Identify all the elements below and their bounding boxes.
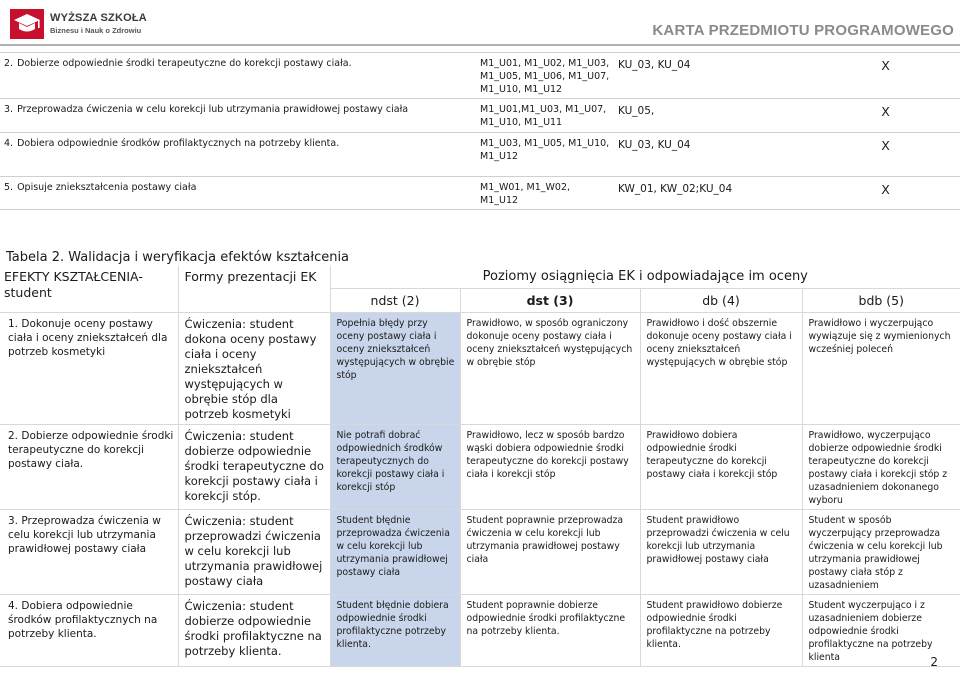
table-row — [0, 133, 960, 177]
effects-matrix-table — [0, 52, 960, 210]
logo-line-1: WYŻSZA SZKOŁA — [50, 12, 147, 24]
effect-number: 5. — [4, 182, 14, 193]
effect-number: 2. — [4, 58, 14, 69]
effect-cell: 1. Dokonuje oceny postawy ciała i oceny zniekształceń dla potrzeb kosmetyki — [0, 312, 178, 424]
level-ndst-header: ndst (2) — [330, 288, 460, 312]
module-codes-cell: M1_W01, M1_W02, M1_U12 — [476, 177, 614, 210]
page-number: 2 — [930, 655, 938, 669]
column-header-forms: Formy prezentacji EK — [178, 266, 330, 312]
ku-codes-cell: KU_03, KU_04 — [614, 53, 810, 99]
mark-cell: X — [810, 53, 960, 99]
db-cell: Student prawidłowo dobierze odpowiednie środki profilaktyczne na potrzeby klienta. — [640, 594, 802, 666]
table-row — [0, 424, 960, 509]
level-db-header: db (4) — [640, 288, 802, 312]
column-header-levels: Poziomy osiągnięcia EK i odpowiadające im oceny — [330, 266, 960, 288]
form-cell: Ćwiczenia: student dobierze odpowiednie środki profilaktyczne na potrzeby klienta. — [178, 594, 330, 666]
table-row — [0, 509, 960, 594]
school-logo — [10, 8, 147, 40]
level-dst-header: dst (3) — [460, 288, 640, 312]
db-cell: Prawidłowo i dość obszernie dokonuje oceny postawy ciała i oceny zniekształceń występujących w obrębie stóp — [640, 312, 802, 424]
form-cell: Ćwiczenia: student przeprowadzi ćwiczenia w celu korekcji lub utrzymania prawidłowej postawy ciała — [178, 509, 330, 594]
header-divider — [0, 44, 960, 46]
mark-cell: X — [810, 99, 960, 133]
ku-codes-cell: KU_05, — [614, 99, 810, 133]
ndst-cell: Student błędnie dobiera odpowiednie środki profilaktyczne potrzeby klienta. — [330, 594, 460, 666]
effect-text-cell — [0, 99, 476, 133]
effect-text: Dobierze odpowiednie środki terapeutyczne do korekcji postawy ciała. — [17, 58, 352, 69]
logo-mark-icon — [10, 9, 44, 39]
db-cell: Prawidłowo dobiera odpowiednie środki terapeutyczne do korekcji postawy ciała i korekcji stóp — [640, 424, 802, 509]
table-row — [0, 177, 960, 210]
dst-cell: Student poprawnie dobierze odpowiednie środki profilaktyczne na potrzeby klienta. — [460, 594, 640, 666]
table-row — [0, 312, 960, 424]
effect-text: Przeprowadza ćwiczenia w celu korekcji lub utrzymania prawidłowej postawy ciała — [17, 104, 409, 115]
form-cell: Ćwiczenia: student dobierze odpowiednie środki terapeutyczne do korekcji postawy ciała i korekcji stóp. — [178, 424, 330, 509]
effect-text-cell — [0, 177, 476, 210]
table-row — [0, 99, 960, 133]
ku-codes-cell: KW_01, KW_02;KU_04 — [614, 177, 810, 210]
ndst-cell: Nie potrafi dobrać odpowiednich środków terapeutycznych do korekcji postawy ciała i korekcji stóp — [330, 424, 460, 509]
table-caption: Tabela 2. Walidacja i weryfikacja efektów kształcenia — [6, 250, 350, 265]
effect-cell: 2. Dobierze odpowiednie środki terapeutyczne do korekcji postawy ciała. — [0, 424, 178, 509]
table-row — [0, 53, 960, 99]
ku-codes-cell: KU_03, KU_04 — [614, 133, 810, 177]
module-codes-cell: M1_U01, M1_U02, M1_U03, M1_U05, M1_U06, M1_U07, M1_U10, M1_U12 — [476, 53, 614, 99]
level-bdb-header: bdb (5) — [802, 288, 960, 312]
mark-cell: X — [810, 133, 960, 177]
effect-text: Opisuje zniekształcenia postawy ciała — [17, 182, 197, 193]
logo-line-2: Biznesu i Nauk o Zdrowiu — [50, 26, 142, 35]
effect-number: 4. — [4, 138, 14, 149]
validation-table — [0, 266, 960, 667]
bdb-cell: Prawidłowo i wyczerpująco wywiązuje się z wymienionych wcześniej poleceń — [802, 312, 960, 424]
table-row — [0, 594, 960, 666]
document-title: KARTA PRZEDMIOTU PROGRAMOWEGO — [652, 22, 954, 39]
effect-text: Dobiera odpowiednie środków profilaktycznych na potrzeby klienta. — [17, 138, 340, 149]
form-cell: Ćwiczenia: student dokona oceny postawy ciała i oceny zniekształceń występujących w obrębie stóp dla potrzeb kosmetyki — [178, 312, 330, 424]
dst-cell: Prawidłowo, lecz w sposób bardzo wąski dobiera odpowiednie środki terapeutyczne do korekcji postawy ciała i korekcji stóp — [460, 424, 640, 509]
ndst-cell: Popełnia błędy przy oceny postawy ciała i oceny zniekształceń występujących w obrębie stóp — [330, 312, 460, 424]
module-codes-cell: M1_U03, M1_U05, M1_U10, M1_U12 — [476, 133, 614, 177]
effect-cell: 3. Przeprowadza ćwiczenia w celu korekcji lub utrzymania prawidłowej postawy ciała — [0, 509, 178, 594]
ndst-cell: Student błędnie przeprowadza ćwiczenia w celu korekcji lub utrzymania prawidłowej postawy ciała — [330, 509, 460, 594]
effect-number: 3. — [4, 104, 14, 115]
column-header-effects: EFEKTY KSZTAŁCENIA-student — [0, 266, 178, 312]
bdb-cell: Prawidłowo, wyczerpująco dobierze odpowiednie środki terapeutyczne do korekcji postawy ciała i korekcji stóp z uzasadnieniem dokonanego wyboru — [802, 424, 960, 509]
effect-text-cell — [0, 133, 476, 177]
module-codes-cell: M1_U01,M1_U03, M1_U07, M1_U10, M1_U11 — [476, 99, 614, 133]
dst-cell: Student poprawnie przeprowadza ćwiczenia w celu korekcji lub utrzymania prawidłowej postawy ciała — [460, 509, 640, 594]
db-cell: Student prawidłowo przeprowadzi ćwiczenia w celu korekcji lub utrzymania prawidłowej postawy ciała — [640, 509, 802, 594]
effect-text-cell — [0, 53, 476, 99]
mark-cell: X — [810, 177, 960, 210]
bdb-cell: Student wyczerpująco i z uzasadnieniem dobierze odpowiednie środki profilaktyczne na potrzeby klienta — [802, 594, 960, 666]
dst-cell: Prawidłowo, w sposób ograniczony dokonuje oceny postawy ciała i oceny zniekształceń występujących w obrębie stóp — [460, 312, 640, 424]
bdb-cell: Student w sposób wyczerpujący przeprowadza ćwiczenia w celu korekcji lub utrzymania prawidłowej postawy ciała stóp z uzasadnieniem — [802, 509, 960, 594]
effect-cell: 4. Dobiera odpowiednie środków profilaktycznych na potrzeby klienta. — [0, 594, 178, 666]
table-header-row — [0, 266, 960, 288]
